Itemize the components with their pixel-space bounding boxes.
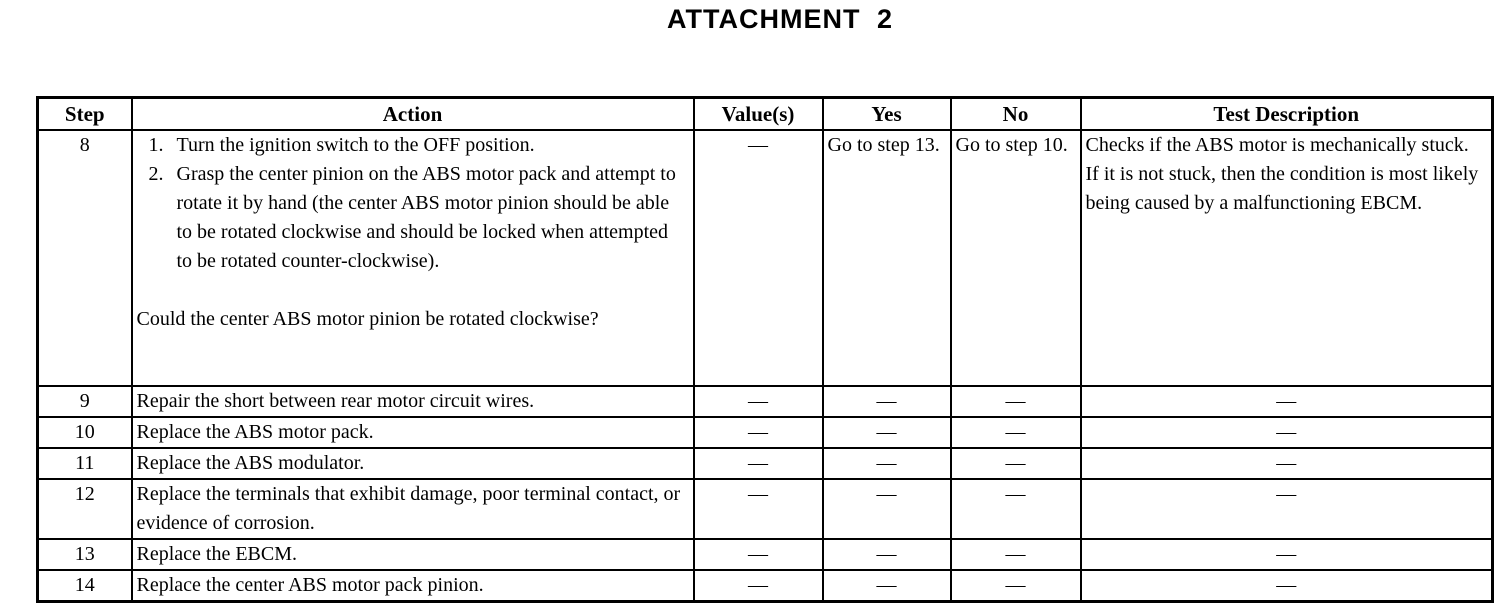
value-cell: — (694, 539, 823, 570)
step-number: 14 (38, 570, 132, 602)
table-row-step-8 (38, 130, 1493, 386)
test-description-cell: — (1081, 539, 1493, 570)
no-cell: — (951, 417, 1081, 448)
no-cell: — (951, 570, 1081, 602)
column-header-no: No (951, 98, 1081, 131)
yes-cell: — (823, 386, 951, 417)
step-number: 8 (38, 130, 132, 386)
diagnostic-table (36, 96, 1494, 603)
value-cell: — (694, 479, 823, 539)
column-header-values: Value(s) (694, 98, 823, 131)
no-cell: — (951, 386, 1081, 417)
yes-cell: Go to step 13. (823, 130, 951, 386)
action-cell: Replace the ABS modulator. (132, 448, 694, 479)
action-step-1: 1. Turn the ignition switch to the OFF position. (169, 131, 689, 160)
value-cell: — (694, 130, 823, 386)
action-cell: Replace the ABS motor pack. (132, 417, 694, 448)
yes-cell: — (823, 539, 951, 570)
step-number: 9 (38, 386, 132, 417)
action-cell (132, 130, 694, 386)
column-header-action: Action (132, 98, 694, 131)
test-description-cell: — (1081, 386, 1493, 417)
table-row-step-9 (38, 386, 1493, 417)
value-cell: — (694, 448, 823, 479)
action-cell: Repair the short between rear motor circuit wires. (132, 386, 694, 417)
step-number: 12 (38, 479, 132, 539)
yes-cell: — (823, 479, 951, 539)
value-cell: — (694, 417, 823, 448)
step-number: 10 (38, 417, 132, 448)
test-description-cell: — (1081, 417, 1493, 448)
no-cell: Go to step 10. (951, 130, 1081, 386)
table-row-step-13 (38, 539, 1493, 570)
step-number: 11 (38, 448, 132, 479)
action-cell: Replace the EBCM. (132, 539, 694, 570)
test-description-cell: — (1081, 448, 1493, 479)
value-cell: — (694, 570, 823, 602)
page-title: ATTACHMENT 2 (667, 4, 893, 34)
column-header-test-description: Test Description (1081, 98, 1493, 131)
action-steps-list (137, 131, 689, 276)
action-cell: Replace the terminals that exhibit damage, poor terminal contact, or evidence of corrosion. (132, 479, 694, 539)
test-description-cell: — (1081, 570, 1493, 602)
table-row-step-12 (38, 479, 1493, 539)
yes-cell: — (823, 570, 951, 602)
test-description-cell: — (1081, 479, 1493, 539)
no-cell: — (951, 448, 1081, 479)
action-question: Could the center ABS motor pinion be rotated clockwise? (136, 308, 599, 330)
no-cell: — (951, 479, 1081, 539)
table-header-row (38, 98, 1493, 131)
column-header-step: Step (38, 98, 132, 131)
table-row-step-14 (38, 570, 1493, 602)
yes-cell: — (823, 417, 951, 448)
no-cell: — (951, 539, 1081, 570)
value-cell: — (694, 386, 823, 417)
column-header-yes: Yes (823, 98, 951, 131)
table-row-step-10 (38, 417, 1493, 448)
action-step-2: 2. Grasp the center pinion on the ABS motor pack and attempt to rotate it by hand (the center ABS motor pinion should be able to be rotated clockwise and should be locked when attempted to be rotated counter-clockwise). (169, 160, 689, 276)
action-cell: Replace the center ABS motor pack pinion. (132, 570, 694, 602)
yes-cell: — (823, 448, 951, 479)
table-row-step-11 (38, 448, 1493, 479)
test-description-cell: Checks if the ABS motor is mechanically stuck. If it is not stuck, then the condition is most likely being caused by a malfunctioning EBCM. (1081, 130, 1493, 386)
step-number: 13 (38, 539, 132, 570)
